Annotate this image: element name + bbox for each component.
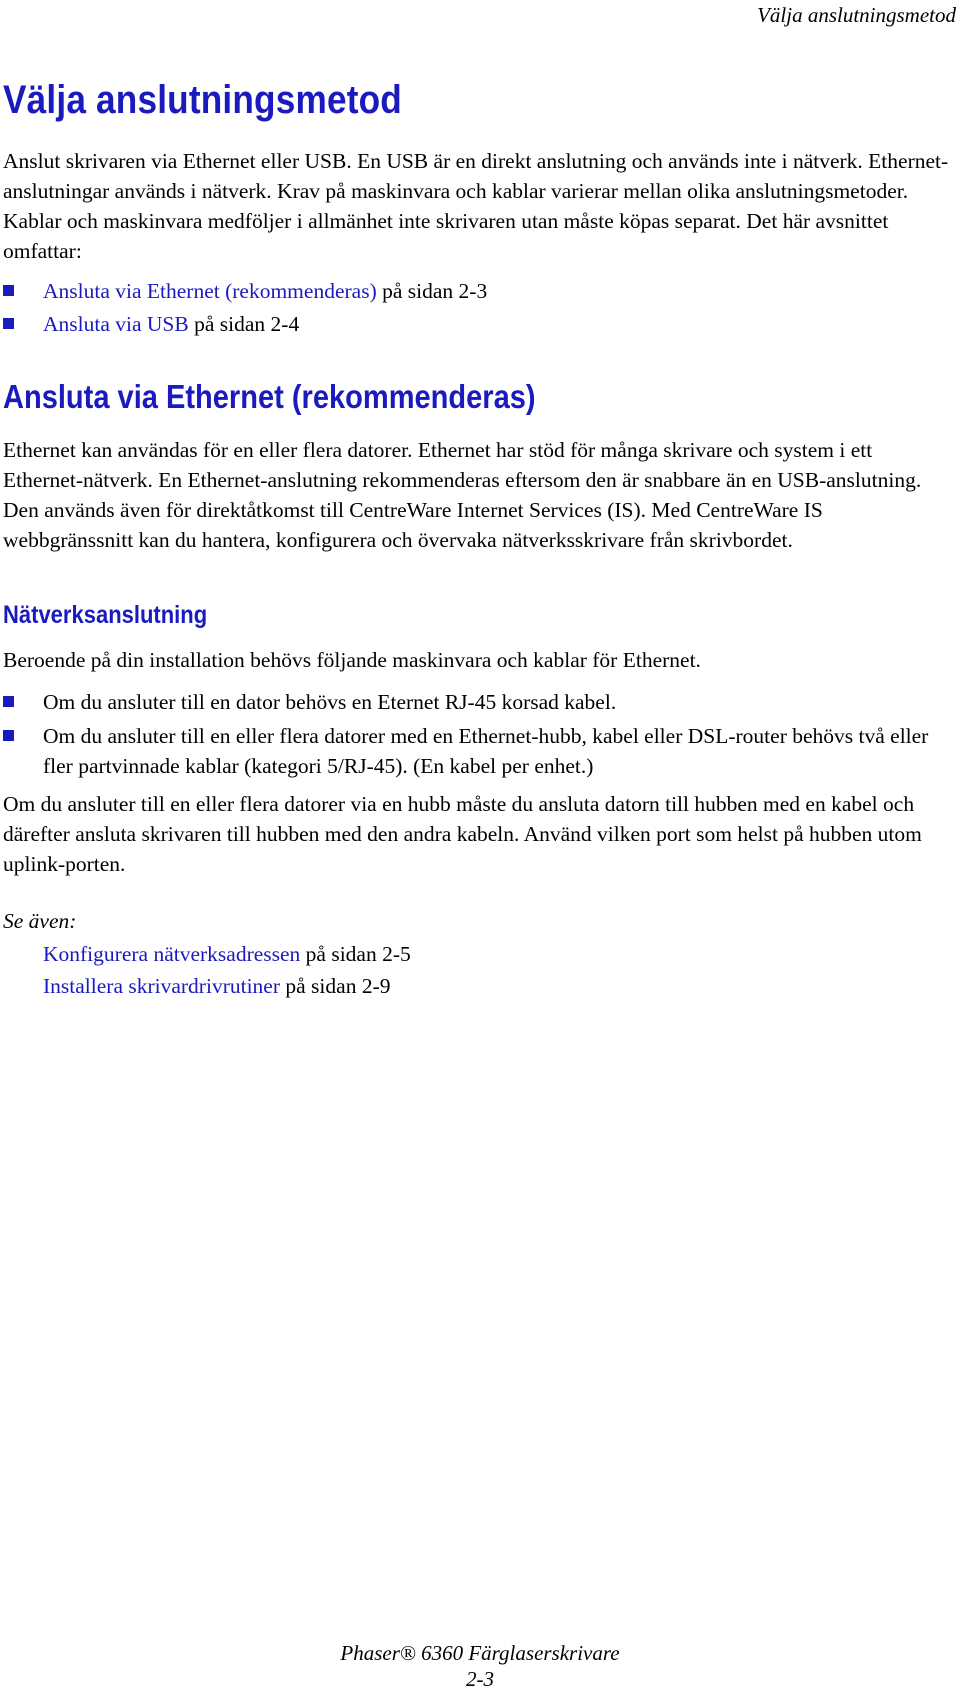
bullet-icon: [3, 318, 14, 329]
network-heading: Nätverksanslutning: [3, 601, 208, 629]
bullet-icon: [3, 730, 14, 741]
footer-product: Phaser® 6360 Färglaserskrivare: [340, 1641, 620, 1665]
page-content: [3, 70, 953, 1002]
ethernet-heading: Ansluta via Ethernet (rekommenderas): [3, 378, 536, 415]
section-toc: [3, 276, 953, 339]
list-item: [3, 309, 953, 339]
bullet-icon: [3, 285, 14, 296]
page-ref: på sidan 2-9: [280, 974, 391, 998]
list-item: [3, 276, 953, 306]
page-ref: på sidan 2-5: [300, 942, 411, 966]
network-intro: Beroende på din installation behövs följande maskinvara och kablar för Ethernet.: [3, 648, 701, 672]
see-also-list: [3, 938, 953, 1002]
page-title: Välja anslutningsmetod: [3, 78, 402, 122]
network-requirements: [3, 687, 953, 781]
intro-paragraph: Anslut skrivaren via Ethernet eller USB. En USB är en direkt anslutning och används inte i nätverk. Ethernet-anslutningar används i nätverk. Krav på maskinvara och kablar varierar mellan olika anslutningsmetoder. Kablar och maskinvara medföljer i allmänhet inte skrivaren utan måste köpas separat. Det här avsnittet omfattar:: [3, 149, 949, 263]
page-ref: på sidan 2-4: [188, 312, 300, 336]
page-footer: [0, 1640, 960, 1692]
page-ref: på sidan 2-3: [376, 279, 488, 303]
page-number: 2-3: [466, 1667, 494, 1691]
see-also-label: Se även:: [3, 909, 77, 933]
link-configure-network-address[interactable]: Konfigurera nätverksadressen: [43, 942, 301, 966]
link-usb[interactable]: Ansluta via USB: [43, 312, 189, 336]
list-item: [3, 970, 953, 1002]
running-header: Välja anslutningsmetod: [757, 3, 956, 27]
link-install-drivers[interactable]: Installera skrivardrivrutiner: [43, 974, 281, 998]
hub-paragraph: Om du ansluter till en eller flera datorer via en hubb måste du ansluta datorn till hubben med en kabel och därefter ansluta skrivaren till hubben med den andra kabeln. Använd vilken port som helst på hubben utom uplink-porten.: [3, 792, 922, 876]
list-item: [3, 687, 953, 717]
link-ethernet[interactable]: Ansluta via Ethernet (rekommenderas): [43, 279, 377, 303]
list-item: [3, 721, 953, 781]
bullet-icon: [3, 696, 14, 707]
list-item: [3, 938, 953, 970]
ethernet-paragraph: Ethernet kan användas för en eller flera datorer. Ethernet har stöd för många skrivare och system i ett Ethernet-nätverk. En Ethernet-anslutning rekommenderas eftersom den är snabbare än en USB-anslutning. Den används även för direktåtkomst till CentreWare Internet Services (IS). Med CentreWare IS webbgränssnitt kan du hantera, konfigurera och övervaka nätverksskrivare från skrivbordet.: [3, 438, 922, 552]
list-item-text: Om du ansluter till en eller flera datorer med en Ethernet-hubb, kabel eller DSL-router behövs två eller fler partvinnade kablar (kategori 5/RJ-45). (En kabel per enhet.): [43, 724, 929, 778]
list-item-text: Om du ansluter till en dator behövs en Eternet RJ-45 korsad kabel.: [43, 690, 617, 714]
